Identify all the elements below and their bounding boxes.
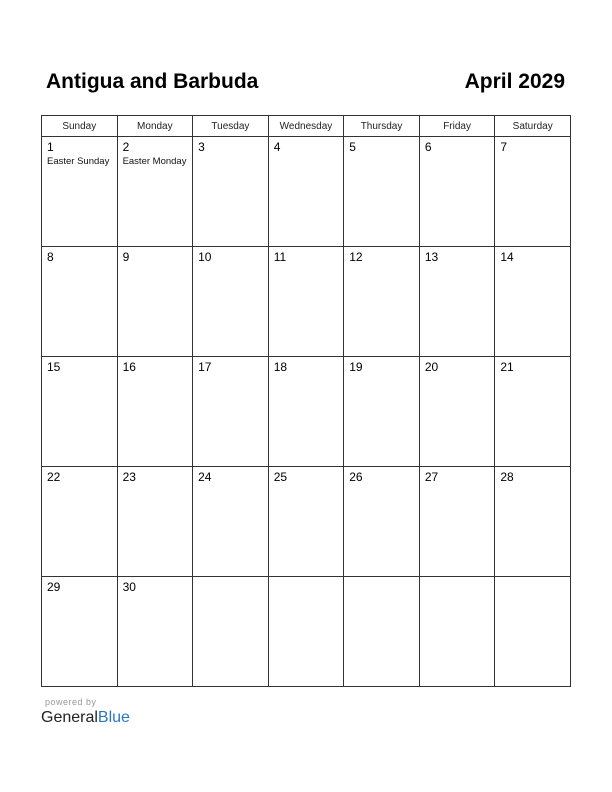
day-cell-empty	[268, 577, 344, 687]
day-number: 7	[500, 140, 508, 154]
day-number: 25	[273, 470, 288, 484]
day-number: 8	[47, 250, 54, 264]
day-number: 14	[500, 250, 514, 264]
brand-logo-blue: Blue	[97, 709, 130, 726]
day-cell-empty	[193, 577, 269, 687]
week-row	[42, 467, 571, 577]
weekday-header-row	[42, 116, 571, 137]
day-number: 20	[424, 360, 439, 374]
day-number: 24	[198, 470, 212, 484]
powered-by-label: powered by	[45, 697, 97, 707]
weekday-header: Friday	[419, 116, 495, 137]
weekday-header: Thursday	[344, 116, 420, 137]
day-number: 17	[198, 360, 212, 374]
day-number: 11	[273, 250, 287, 264]
day-number: 27	[424, 470, 439, 484]
day-cell	[419, 357, 495, 467]
calendar-country-title: Antigua and Barbuda	[46, 70, 259, 93]
day-cell-empty	[495, 577, 571, 687]
day-number: 9	[122, 250, 130, 264]
day-cell	[344, 137, 420, 247]
holiday-label: Easter Monday	[122, 156, 187, 167]
day-cell	[495, 467, 571, 577]
day-cell	[344, 247, 420, 357]
day-number: 29	[47, 580, 61, 594]
day-cell	[42, 137, 118, 247]
weekday-header: Sunday	[42, 116, 118, 137]
day-cell	[193, 357, 269, 467]
weekday-header: Tuesday	[193, 116, 269, 137]
day-cell	[268, 247, 344, 357]
day-number: 15	[47, 360, 61, 374]
day-cell	[495, 357, 571, 467]
calendar-body	[42, 137, 571, 687]
day-number: 12	[349, 250, 363, 264]
day-cell	[193, 137, 269, 247]
day-cell	[42, 467, 118, 577]
day-cell	[117, 247, 193, 357]
day-number: 2	[122, 140, 130, 154]
brand-logo-general: General	[41, 709, 98, 726]
week-row	[42, 357, 571, 467]
calendar-grid	[41, 115, 571, 687]
day-number: 13	[424, 250, 439, 264]
day-cell	[42, 577, 118, 687]
day-number: 30	[122, 580, 136, 594]
day-number: 22	[47, 470, 61, 484]
day-cell	[42, 357, 118, 467]
day-cell	[495, 137, 571, 247]
day-cell	[268, 137, 344, 247]
holiday-label: Easter Sunday	[47, 156, 110, 167]
day-number: 10	[198, 250, 212, 264]
day-number: 16	[122, 360, 136, 374]
day-cell	[117, 467, 193, 577]
day-cell	[495, 247, 571, 357]
day-number: 19	[349, 360, 363, 374]
day-cell	[344, 357, 420, 467]
day-number: 26	[349, 470, 363, 484]
day-cell	[268, 357, 344, 467]
day-cell	[419, 247, 495, 357]
day-cell	[419, 467, 495, 577]
day-cell	[193, 467, 269, 577]
brand-logo[interactable]	[41, 709, 130, 727]
day-cell	[42, 247, 118, 357]
day-number: 3	[198, 140, 205, 154]
day-cell	[344, 467, 420, 577]
day-cell	[117, 357, 193, 467]
day-cell	[419, 137, 495, 247]
weekday-header: Monday	[117, 116, 193, 137]
week-row	[42, 577, 571, 687]
day-cell-empty	[419, 577, 495, 687]
day-number: 1	[47, 140, 54, 154]
day-cell	[193, 247, 269, 357]
day-cell	[117, 577, 193, 687]
day-number: 23	[122, 470, 136, 484]
day-number: 6	[424, 140, 432, 154]
week-row	[42, 247, 571, 357]
day-number: 4	[273, 140, 281, 154]
week-row	[42, 137, 571, 247]
day-number: 21	[500, 360, 514, 374]
calendar-month-title: April 2029	[464, 70, 565, 93]
weekday-header: Wednesday	[268, 116, 344, 137]
day-cell	[117, 137, 193, 247]
day-number: 28	[500, 470, 514, 484]
day-cell	[268, 467, 344, 577]
day-cell-empty	[344, 577, 420, 687]
weekday-header: Saturday	[495, 116, 571, 137]
day-number: 5	[349, 140, 356, 154]
day-number: 18	[273, 360, 288, 374]
